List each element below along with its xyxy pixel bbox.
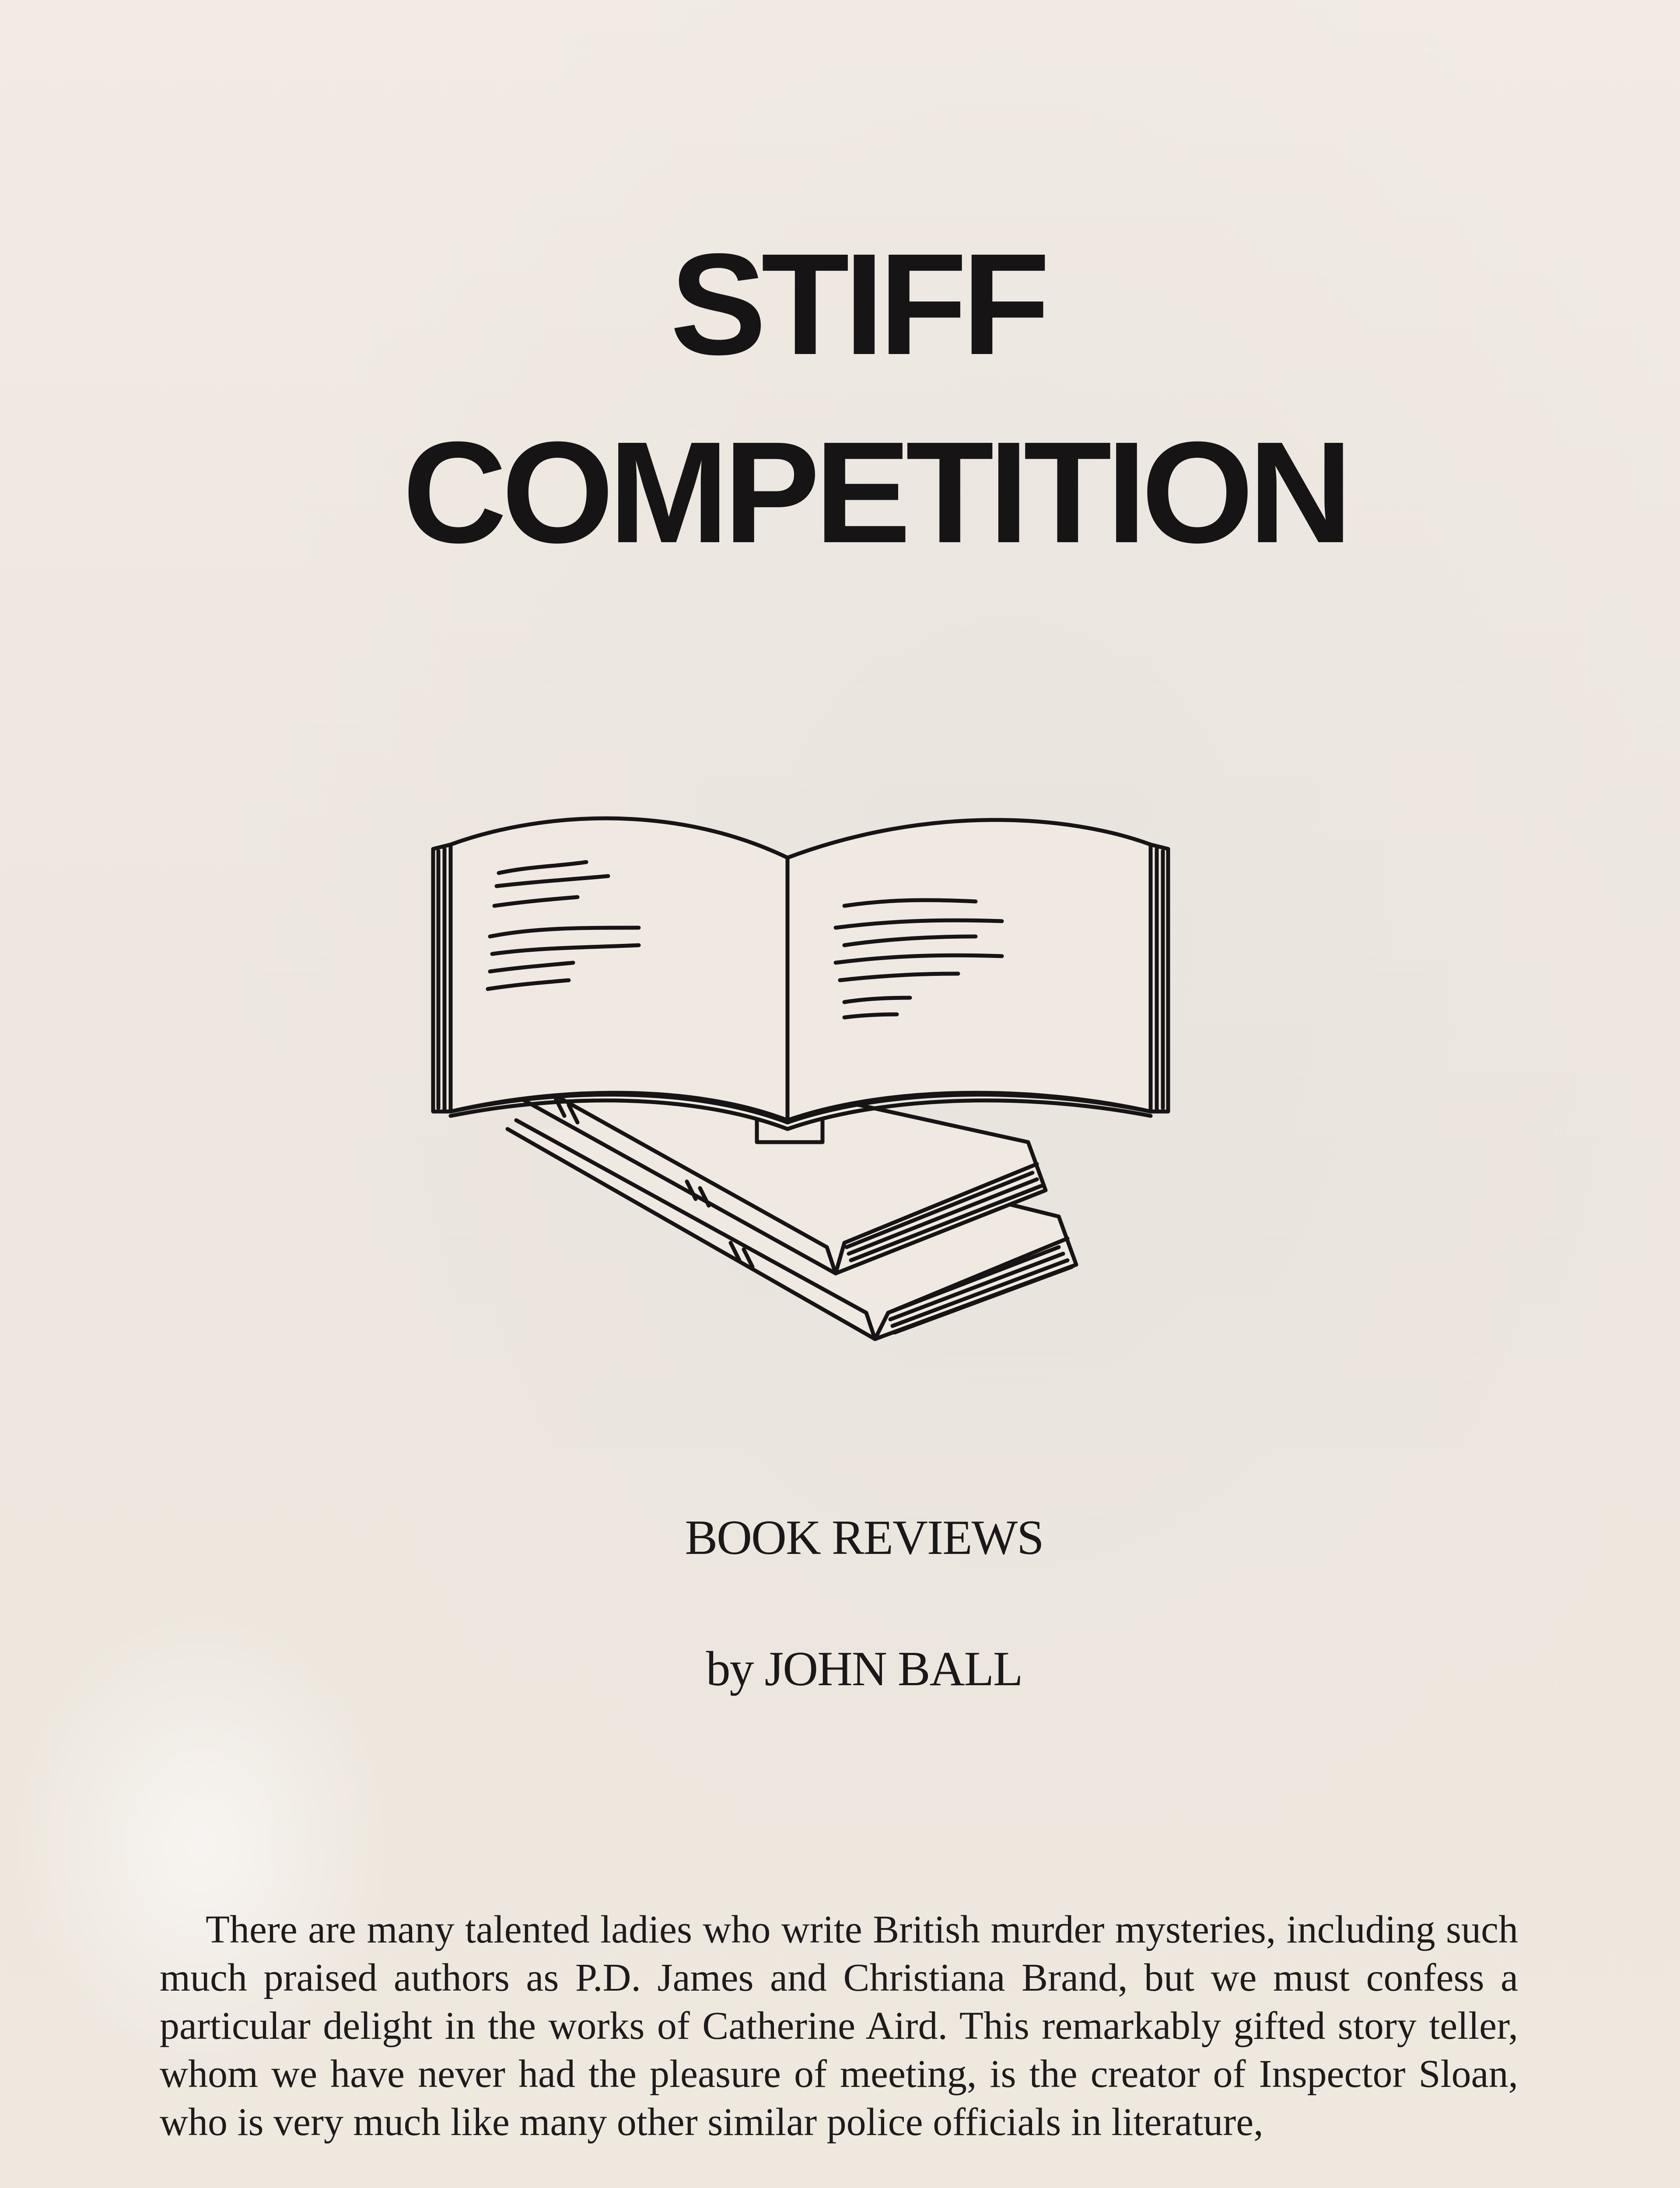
section-label: BOOK REVIEWS (685, 1511, 1043, 1565)
title-line-1: STIFF (670, 223, 1045, 385)
author-byline: by JOHN BALL (706, 1642, 1022, 1696)
title-line-2: COMPETITION (402, 411, 1348, 573)
open-book (433, 818, 1168, 1142)
article-paragraph: There are many talented ladies who write British murder mysteries, including such much praised authors as P.D. James and Christiana Brand, but we must confess a particular delight in the works of Catherine Aird. This remarkably gifted story teller, whom we have never had the pleasure of meeting, is the creator of Inspector Sloan, who is very much like many other similar police officials in literature, (160, 1908, 1518, 2144)
open-book-on-stacked-books-icon (424, 796, 1177, 1418)
